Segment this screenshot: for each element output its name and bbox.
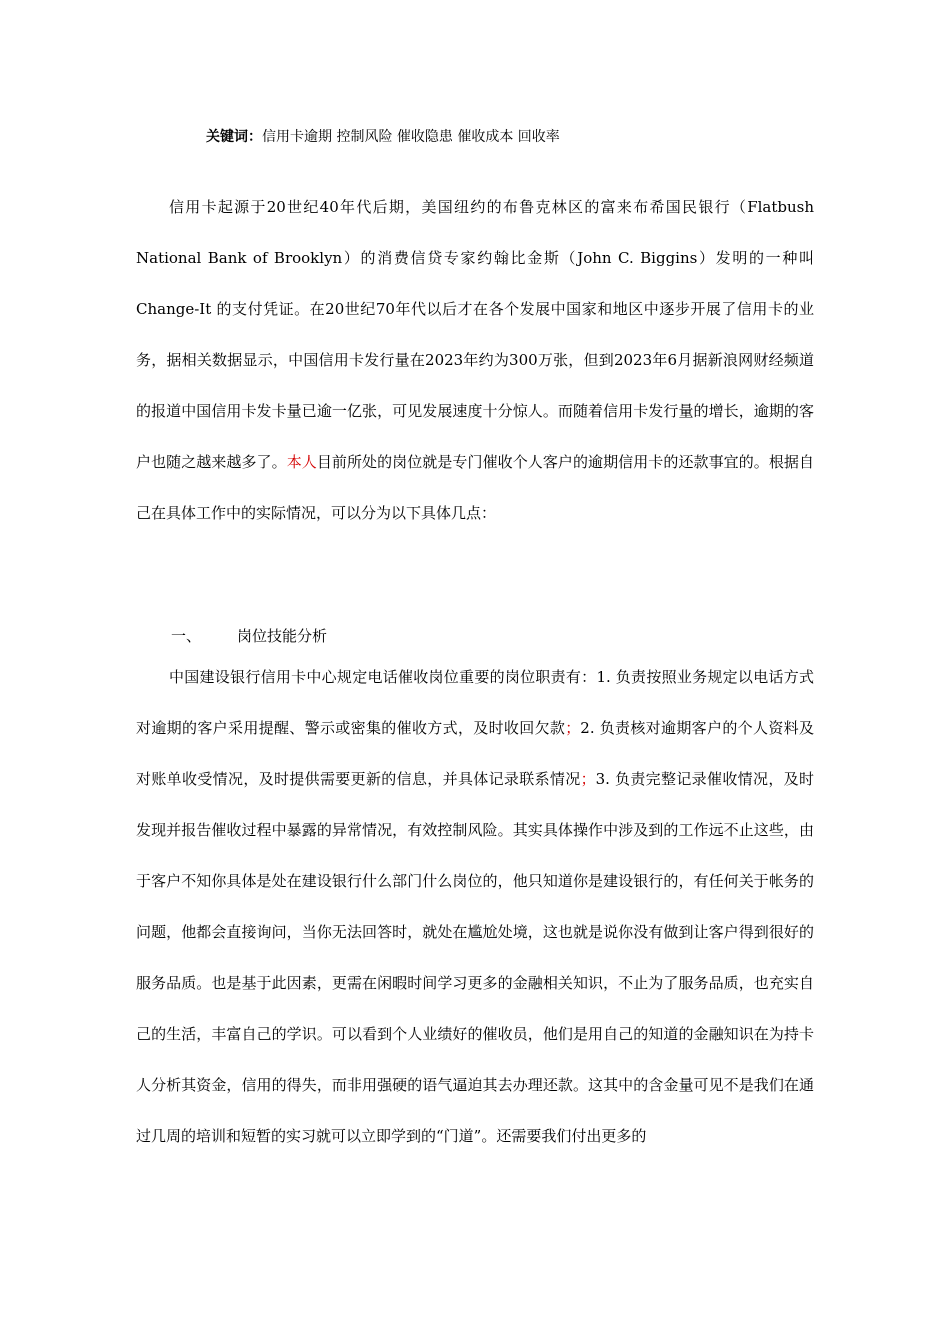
duties-text-b: 2. 负责核对逾期客户的个人资料及对账单收受情况，及时提供需要更新的信息，并具体记录联系情况 — [136, 719, 814, 788]
section-title: 岗位技能分析 — [237, 627, 328, 645]
duties-separator-2: ； — [580, 770, 596, 788]
duties-paragraph — [136, 652, 814, 1162]
intro-text-a: 信用卡起源于20世纪40年代后期，美国纽约的布鲁克林区的富来布希国民银行（Flatbush National Bank of Brooklyn）的消费信贷专家约翰比金斯（John C. Biggins）发明的一种叫Change-It 的支付凭证。在20世纪70年代以后才在各个发展中国家和地区中逐步开展了信用卡的业务，据相关数据显示，中国信用卡发行量在2023年约为300万张，但到2023年6月据新浪网财经频道的报道中国信用卡发卡量已逾一亿张，可见发展速度十分惊人。而随着信用卡发行量的增长，逾期的客户也随之越来越多了。 — [136, 198, 814, 471]
section-number: 一、 — [171, 627, 202, 645]
highlighted-phrase: 本人 — [286, 453, 317, 471]
intro-text-b: 目前所处的岗位就是专门催收个人客户的逾期信用卡的还款事宜的。根据自己在具体工作中的实际情况，可以分为以下具体几点： — [136, 453, 814, 522]
duties-text-a: 中国建设银行信用卡中心规定电话催收岗位重要的岗位职责有：1. 负责按照业务规定以电话方式对逾期的客户采用提醒、警示或密集的催收方式，及时收回欠款 — [136, 668, 814, 737]
duties-separator-1: ； — [565, 719, 581, 737]
keywords-line — [206, 127, 560, 147]
duties-text-c: 3. 负责完整记录催收情况，及时发现并报告催收过程中暴露的异常情况，有效控制风险。其实具体操作中涉及到的工作远不止这些，由于客户不知你具体是处在建设银行什么部门什么岗位的，他只知道你是建设银行的，有任何关于帐务的问题，他都会直接询问，当你无法回答时，就处在尴尬处境，这也就是说你没有做到让客户得到很好的服务品质。也是基于此因素，更需在闲暇时间学习更多的金融相关知识，不止为了服务品质，也充实自己的生活，丰富自己的学识。可以看到个人业绩好的催收员，他们是用自己的知道的金融知识在为持卡人分析其资金，信用的得失，而非用强硬的语气逼迫其去办理还款。这其中的含金量可见不是我们在通过几周的培训和短暂的实习就可以立即学到的“门道”。还需要我们付出更多的 — [136, 770, 814, 1145]
intro-paragraph — [136, 182, 814, 539]
keywords-label: 关键词： — [206, 129, 262, 145]
keywords-terms: 信用卡逾期 控制风险 催收隐患 催收成本 回收率 — [262, 129, 560, 145]
section-heading — [171, 624, 327, 648]
